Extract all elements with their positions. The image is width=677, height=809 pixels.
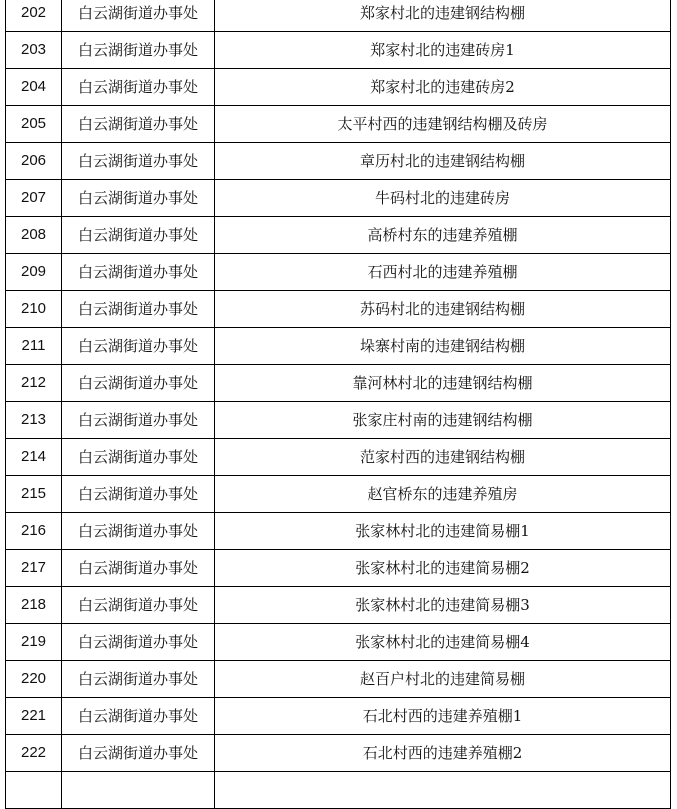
table-row <box>6 476 671 513</box>
office-cell <box>62 772 215 809</box>
office-cell: 白云湖街道办事处 <box>62 476 215 513</box>
table-row <box>6 291 671 328</box>
description-cell: 张家林村北的违建简易棚1 <box>215 513 671 550</box>
description-cell: 靠河林村北的违建钢结构棚 <box>215 365 671 402</box>
office-cell: 白云湖街道办事处 <box>62 698 215 735</box>
row-number-cell: 222 <box>6 735 62 772</box>
row-number-cell: 202 <box>6 0 62 32</box>
row-number-cell: 220 <box>6 661 62 698</box>
row-number-cell: 210 <box>6 291 62 328</box>
office-cell: 白云湖街道办事处 <box>62 291 215 328</box>
table-row <box>6 402 671 439</box>
office-cell: 白云湖街道办事处 <box>62 217 215 254</box>
office-cell: 白云湖街道办事处 <box>62 550 215 587</box>
row-number-cell: 208 <box>6 217 62 254</box>
table-row <box>6 624 671 661</box>
office-cell: 白云湖街道办事处 <box>62 69 215 106</box>
row-number-cell: 214 <box>6 439 62 476</box>
office-cell: 白云湖街道办事处 <box>62 106 215 143</box>
description-cell: 郑家村北的违建砖房1 <box>215 32 671 69</box>
row-number-cell: 206 <box>6 143 62 180</box>
table-row <box>6 254 671 291</box>
table-row <box>6 106 671 143</box>
description-cell: 范家村西的违建钢结构棚 <box>215 439 671 476</box>
table-body <box>6 0 671 809</box>
office-cell: 白云湖街道办事处 <box>62 439 215 476</box>
table-row <box>6 180 671 217</box>
office-cell: 白云湖街道办事处 <box>62 513 215 550</box>
description-cell: 赵官桥东的违建养殖房 <box>215 476 671 513</box>
office-cell: 白云湖街道办事处 <box>62 254 215 291</box>
row-number-cell: 217 <box>6 550 62 587</box>
table-row <box>6 735 671 772</box>
office-cell: 白云湖街道办事处 <box>62 735 215 772</box>
description-cell: 石北村西的违建养殖棚2 <box>215 735 671 772</box>
row-number-cell: 205 <box>6 106 62 143</box>
description-cell: 章历村北的违建钢结构棚 <box>215 143 671 180</box>
table-row <box>6 143 671 180</box>
table-row <box>6 32 671 69</box>
table-row <box>6 0 671 32</box>
table-row <box>6 217 671 254</box>
office-cell: 白云湖街道办事处 <box>62 32 215 69</box>
description-cell: 赵百户村北的违建简易棚 <box>215 661 671 698</box>
row-number-cell: 216 <box>6 513 62 550</box>
office-cell: 白云湖街道办事处 <box>62 0 215 32</box>
row-number-cell: 207 <box>6 180 62 217</box>
description-cell: 郑家村北的违建砖房2 <box>215 69 671 106</box>
table-row <box>6 365 671 402</box>
office-cell: 白云湖街道办事处 <box>62 661 215 698</box>
description-cell <box>215 772 671 809</box>
office-cell: 白云湖街道办事处 <box>62 180 215 217</box>
description-cell: 张家庄村南的违建钢结构棚 <box>215 402 671 439</box>
row-number-cell: 221 <box>6 698 62 735</box>
table-row <box>6 698 671 735</box>
office-cell: 白云湖街道办事处 <box>62 402 215 439</box>
description-cell: 太平村西的违建钢结构棚及砖房 <box>215 106 671 143</box>
description-cell: 垛寨村南的违建钢结构棚 <box>215 328 671 365</box>
table-row <box>6 661 671 698</box>
table-row <box>6 772 671 809</box>
violation-table <box>5 0 671 809</box>
description-cell: 郑家村北的违建钢结构棚 <box>215 0 671 32</box>
description-cell: 张家林村北的违建简易棚4 <box>215 624 671 661</box>
table-row <box>6 439 671 476</box>
office-cell: 白云湖街道办事处 <box>62 587 215 624</box>
description-cell: 张家林村北的违建简易棚2 <box>215 550 671 587</box>
row-number-cell: 211 <box>6 328 62 365</box>
description-cell: 苏码村北的违建钢结构棚 <box>215 291 671 328</box>
row-number-cell: 203 <box>6 32 62 69</box>
table-row <box>6 550 671 587</box>
row-number-cell: 218 <box>6 587 62 624</box>
description-cell: 张家林村北的违建简易棚3 <box>215 587 671 624</box>
table-row <box>6 587 671 624</box>
row-number-cell: 204 <box>6 69 62 106</box>
office-cell: 白云湖街道办事处 <box>62 328 215 365</box>
table-row <box>6 69 671 106</box>
row-number-cell: 212 <box>6 365 62 402</box>
office-cell: 白云湖街道办事处 <box>62 365 215 402</box>
description-cell: 石西村北的违建养殖棚 <box>215 254 671 291</box>
row-number-cell: 219 <box>6 624 62 661</box>
table-row <box>6 513 671 550</box>
row-number-cell: 209 <box>6 254 62 291</box>
row-number-cell <box>6 772 62 809</box>
table-row <box>6 328 671 365</box>
description-cell: 牛码村北的违建砖房 <box>215 180 671 217</box>
row-number-cell: 215 <box>6 476 62 513</box>
document-table-container <box>5 0 670 809</box>
row-number-cell: 213 <box>6 402 62 439</box>
description-cell: 高桥村东的违建养殖棚 <box>215 217 671 254</box>
office-cell: 白云湖街道办事处 <box>62 624 215 661</box>
description-cell: 石北村西的违建养殖棚1 <box>215 698 671 735</box>
office-cell: 白云湖街道办事处 <box>62 143 215 180</box>
